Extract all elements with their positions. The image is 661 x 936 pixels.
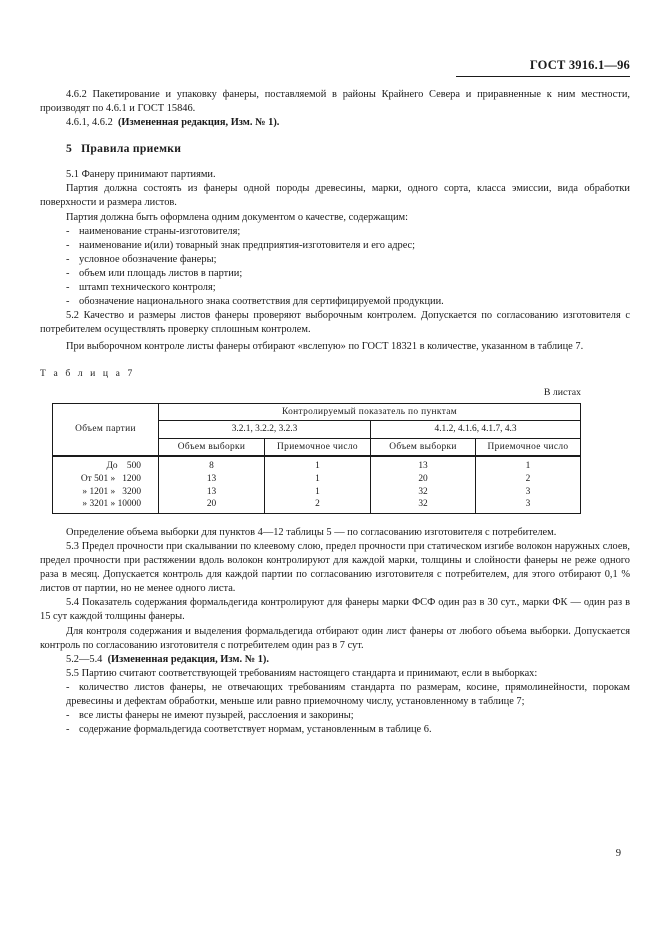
spacer	[40, 514, 630, 526]
dash-marker-icon: -	[66, 724, 70, 736]
table-group-header-right-clauses: 4.1.2, 4.1.6, 4.1.7, 4.3	[371, 421, 581, 439]
table-col-header-batch-volume: Объем партии	[53, 403, 159, 456]
table-7-sampling-plan	[52, 403, 581, 514]
dash-marker-icon: -	[66, 681, 70, 693]
dash-marker-icon: -	[66, 239, 70, 251]
clause-5-1: 5.1 Фанеру принимают партиями.	[66, 169, 216, 181]
dash-marker-icon: -	[66, 253, 70, 265]
list-item	[40, 253, 630, 267]
table-subheader-acceptance-number-left: Приемочное число	[265, 438, 371, 456]
list-item-label: штамп технического контроля;	[79, 282, 216, 294]
header-divider-rule	[456, 76, 630, 77]
list-item	[40, 295, 630, 309]
dash-marker-icon: -	[66, 282, 70, 294]
amendment-text-4-6: (Измененная редакция, Изм. № 1).	[117, 117, 280, 129]
list-item-label: объем или площадь листов в партии;	[79, 267, 243, 279]
table-header-row-group	[53, 403, 581, 421]
clause-5-2: 5.2 Качество и размеры листов фанеры проверяют выборочным контролем. Допускается по согласованию изготовителя с потребителем осуществлять проверку сплошным контролем.	[40, 310, 630, 336]
list-item-label: количество листов фанеры, не отвечающих требованиям стандарта по размерам, косине, прямолинейности, порокам древесины и дефектам обработки, меньше или равно приемочному числу, установленному в таблице 7;	[66, 681, 630, 707]
list-item-label: содержание формальдегида соответствует нормам, установленным в таблице 6.	[79, 724, 432, 736]
list-item-label: все листы фанеры не имеют пузырей, расслоения и закорины;	[79, 710, 354, 722]
para-sample-determination: Определение объема выборки для пунктов 4—12 таблицы 5 — по согласованию изготовителя с потребителем.	[66, 526, 557, 538]
clause-4-6-2: 4.6.2 Пакетирование и упаковку фанеры, поставляемой в районы Крайнего Севера и приравненные к ним местности, производят по 4.6.1 и ГОСТ 15846.	[40, 89, 630, 115]
table-subheader-sample-size-right: Объем выборки	[371, 438, 476, 456]
table-row-labels: До 500 От 501 » 1200 » 1201 » 3200 » 3201 » 10000	[53, 456, 159, 513]
list-item-label: условное обозначение фанеры;	[79, 253, 217, 265]
clause-5-3: 5.3 Предел прочности при скалывании по клеевому слою, предел прочности при статическом изгибе волокон наружных слоев, предел прочности при растяжении вдоль волокон контролируют для каждой марки, толщины и слойности фанеры не реже одного раза в месяц. Допускается контроль для каждой партии по согласованию изготовителя с потребителем, для этого отбирают 0,1 % листов от партии, но не менее одного листа.	[40, 540, 630, 595]
section-title-5: Правила приемки	[81, 142, 182, 156]
dash-marker-icon: -	[66, 296, 70, 308]
list-item-label: наименование и(или) товарный знак предприятия-изготовителя и его адрес;	[79, 239, 416, 251]
document-body	[40, 88, 630, 737]
list-item	[40, 225, 630, 239]
section-heading-5	[40, 142, 630, 156]
table-col-acceptance-right: 1 2 3 3	[476, 456, 581, 513]
para-document-requirements: Партия должна быть оформлена одним документом о качестве, содержащим:	[66, 211, 409, 223]
table-group-header-left-clauses: 3.2.1, 3.2.2, 3.2.3	[159, 421, 371, 439]
table-group-header-controlled-indicator: Контролируемый показатель по пунктам	[159, 403, 581, 421]
list-item	[40, 281, 630, 295]
list-item	[40, 239, 630, 253]
table-7-units-label: В листах	[543, 386, 581, 398]
section-number-5: 5	[66, 142, 73, 156]
para-blind-sampling: При выборочном контроле листы фанеры отбирают «вслепую» по ГОСТ 18321 в количестве, указанном в таблице 7.	[66, 341, 584, 353]
list-item	[40, 267, 630, 281]
amendment-ref-4-6: 4.6.1, 4.6.2	[66, 117, 113, 129]
amendment-text-5-2-5-4: (Измененная редакция, Изм. № 1).	[107, 653, 269, 665]
para-batch-composition: Партия должна состоять из фанеры одной породы древесины, марки, одного сорта, класса эмиссии, вида обработки поверхности и размера листов.	[40, 183, 630, 209]
spacer	[40, 130, 630, 142]
list-item	[40, 723, 630, 737]
dash-marker-icon: -	[66, 710, 70, 722]
amendment-note-4-6	[40, 116, 630, 130]
amendment-ref-5-2-5-4: 5.2—5.4	[66, 653, 103, 665]
table-7-caption: Т а б л и ц а 7	[40, 367, 135, 379]
para-formaldehyde-control: Для контроля содержания и выделения формальдегида отбирают один лист фанеры от любого объема выборки. Допускается контроль по согласованию изготовителя с потребителем один раз в 7 сут.	[40, 625, 630, 651]
dash-marker-icon: -	[66, 267, 70, 279]
table-data-block	[53, 456, 581, 513]
table-col-sample-size-left: 8 13 13 20	[159, 456, 265, 513]
list-item-label: обозначение национального знака соответствия для сертифицируемой продукции.	[79, 296, 444, 308]
list-item-label: наименование страны-изготовителя;	[79, 225, 241, 237]
dash-marker-icon: -	[66, 225, 70, 237]
table-subheader-acceptance-number-right: Приемочное число	[476, 438, 581, 456]
page-number: 9	[615, 848, 621, 859]
page-header-standard-id: ГОСТ 3916.1—96	[529, 58, 630, 72]
clause-5-5: 5.5 Партию считают соответствующей требованиям настоящего стандарта и принимают, если в выборках:	[66, 667, 538, 679]
amendment-note-5-2-5-4	[40, 653, 630, 667]
table-subheader-sample-size-left: Объем выборки	[159, 438, 265, 456]
spacer	[40, 355, 630, 367]
list-item	[40, 709, 630, 723]
table-col-sample-size-right: 13 20 32 32	[371, 456, 476, 513]
list-item	[40, 681, 630, 709]
spacer	[40, 156, 630, 168]
table-col-acceptance-left: 1 1 1 2	[265, 456, 371, 513]
clause-5-4: 5.4 Показатель содержания формальдегида контролируют для фанеры марки ФСФ один раз в 30 сут., марки ФК — один раз в 15 сут каждой толщины фанеры.	[40, 597, 630, 623]
